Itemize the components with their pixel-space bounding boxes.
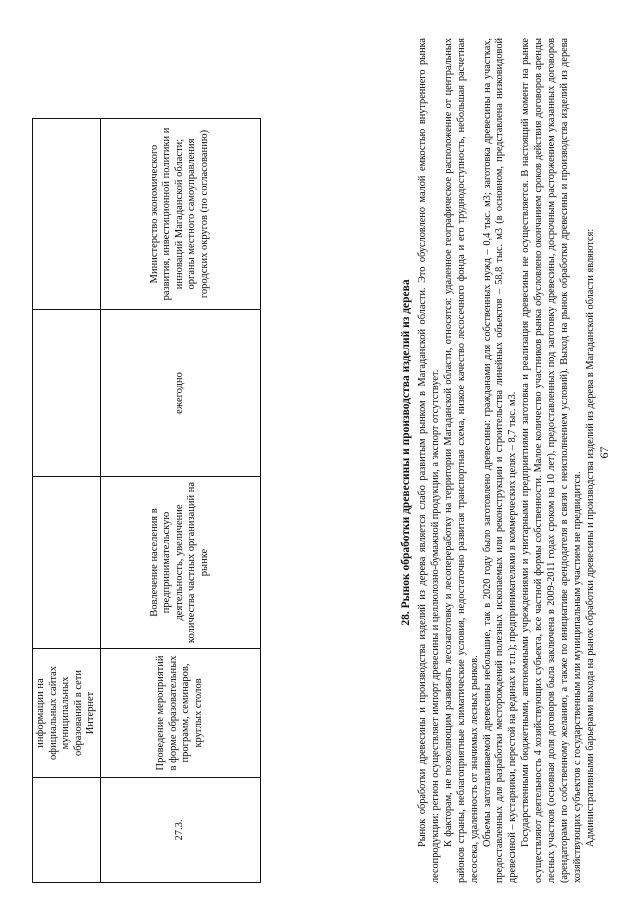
- responsible-cell: Министерство экономического развития, инвестиционной политики и инноваций Магаданской области; органы местного самоуправления городских округов (по согласованию): [100, 119, 260, 310]
- plan-table: [32, 118, 261, 883]
- page-number: 67: [597, 446, 611, 459]
- table-row: [33, 119, 101, 883]
- table-cell-empty: [33, 477, 101, 649]
- table-row: [100, 119, 260, 883]
- row-number: 27.3.: [100, 778, 260, 883]
- section-heading: 28. Рынок обработки древесины и производства изделий из дерева: [400, 279, 412, 626]
- paragraph: Административными барьерами выхода на рынок обработки древесины и производства изделий из дерева в Магаданской области являются:: [584, 228, 596, 847]
- result-cell: Вовлечение населения в предпринимательскую деятельность, увеличение количества частных организаций на рынке: [100, 477, 260, 649]
- table-cell-text: информации на официальных сайтах муниципальных образований в сети Интернет: [33, 649, 101, 778]
- table-cell-empty: [33, 310, 101, 477]
- paragraph: Рынок обработки древесины и производства изделий из дерева является слабо развитым рынком в Магаданской области. Это обусловлено малой емкостью внутреннего рынка лесопродукции: регион осуществляет импорт древесины и целлюлозно-бумажной продукции, а экспорт отсутствует.: [417, 38, 441, 883]
- table-cell-empty: [33, 119, 101, 310]
- section-body: [417, 38, 598, 883]
- paragraph: Государственными бюджетными, автономными учреждениями и унитарными предприятиями заготовка и реализация древесины не осуществляется. В настоящий момент на рынке осуществляют деятельность 4 хозяйствующих субъекта, все частной формы собственности. Малое количество участников рынка обусловлено окончанием сроков действия договоров аренды лесных участков (основная доля договоров была заключена в 2009-2011 годах сроком на 10 лет), предоставленных под заготовку древесины, досрочным расторжением указанных договоров (арендаторами по собственному желанию, а также по инициативе арендодателя в связи с неисполнением условий). Выход на рынок обработки древесины и производства изделий из дерева хозяйствующих субъектов с государственным или муниципальным участием не предвидится.: [520, 38, 583, 883]
- paragraph: К факторам, не позволяющим развивать лесозаготовку и лесопереработку на территории Магаданской области, относятся: удаленное географическое расположение от центральных районов страны, неблагоприятные климатические условия, недостаточно развитая транспортная схема, низкое качество лесосечного фонда и его труднодоступность, небольшая расчетная лесосека, удаленность от значимых лесных рынков.: [442, 38, 480, 883]
- table-cell-empty: [33, 778, 101, 883]
- action-cell: Проведение мероприятий в форме образовательных программ, семинаров, круглых столов: [100, 649, 260, 778]
- paragraph: Объемы заготавливаемой древесины небольшие, так в 2020 году было заготовлено древесины: гражданами для собственных нужд – 0,4 тыс. м3; заготовка древесины на участках, предоставленных для разработки месторождений полезных ископаемых или реконструкции и строительства линейных объектов – 58,8 тыс. м3 (в основном, представлена низковидовой древесиной – кустарники, перестой на рединах и т.п.); предпринимателями в коммерческих целях – 8,7 тыс. м3.: [481, 38, 519, 883]
- period-cell: ежегодно: [100, 310, 260, 477]
